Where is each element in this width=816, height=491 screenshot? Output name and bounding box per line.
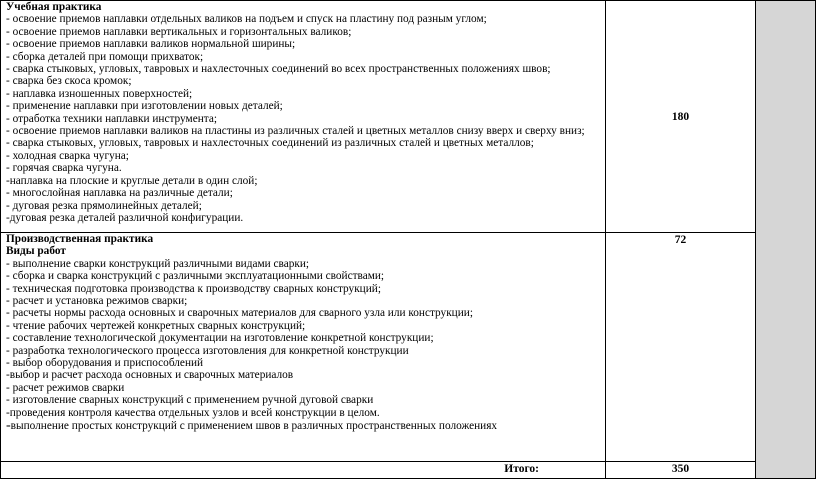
production-item: - чтение рабочих чертежей конкретных сварных конструкций; xyxy=(6,319,306,332)
training-item: - освоение приемов наплавки отдельных валиков на подъем и спуск на пластину под разным углом; xyxy=(6,13,487,26)
production-item: - выбор оборудования и приспособлений xyxy=(6,357,204,370)
total-label-cell xyxy=(0,461,606,479)
training-item: -дуговая резка деталей различной конфигурации. xyxy=(6,211,244,224)
production-last-item xyxy=(6,420,605,432)
training-item: - применение наплавки при изготовлении новых деталей; xyxy=(6,100,283,113)
total-hours-cell xyxy=(605,461,756,479)
production-item: - расчет и установка режимов сварки; xyxy=(6,295,188,308)
training-item: - холодная сварка чугуна; xyxy=(6,149,129,162)
training-practice-cell xyxy=(0,0,606,233)
training-item: - сварка без скоса кромок; xyxy=(6,75,132,88)
training-item: - многослойная наплавка на различные детали; xyxy=(6,187,233,200)
training-item: - сборка деталей при помощи прихваток; xyxy=(6,50,204,63)
training-practice-title: Учебная практика xyxy=(6,1,102,13)
training-item: - отработка техники наплавки инструмента; xyxy=(6,112,217,125)
training-item: - сварка стыковых, угловых, тавровых и нахлесточных соединений из различных сталей и цветных металлов; xyxy=(6,137,534,150)
training-hours: 180 xyxy=(671,111,690,123)
training-item: - сварка стыковых, угловых, тавровых и нахлесточных соединений во всех пространственных положениях швов; xyxy=(6,63,551,76)
shaded-column xyxy=(755,0,816,479)
production-item: -выбор и расчет расхода основных и сварочных материалов xyxy=(6,369,294,382)
training-item: - освоение приемов наплавки валиков нормальной ширины; xyxy=(6,38,296,51)
last-item-text: выполнение простых конструкций с применением швов в различных пространственных положениях xyxy=(10,420,498,433)
production-item: - сборка и сварка конструкций с различными эксплуатационными свойствами; xyxy=(6,270,385,283)
production-item: - составление технологической документации на изготовление конкретной конструкции; xyxy=(6,332,434,345)
production-item: - расчеты нормы расхода основных и сварочных материалов для сварного узла или конструкции; xyxy=(6,307,473,320)
production-item: - расчет режимов сварки xyxy=(6,381,125,394)
production-item: - выполнение сварки конструкций различными видами сварки; xyxy=(6,257,310,270)
production-practice-list xyxy=(6,258,605,419)
production-item: - разработка технологического процесса изготовления для конкретной конструкции xyxy=(6,344,409,357)
production-hours: 72 xyxy=(674,234,687,246)
training-item: - горячая сварка чугуна. xyxy=(6,162,122,175)
training-item: - наплавка изношенных поверхностей; xyxy=(6,87,193,100)
training-practice-list xyxy=(6,13,605,224)
production-works-subtitle: Виды работ xyxy=(6,245,66,258)
total-label: Итого: xyxy=(504,463,539,475)
training-item: - освоение приемов наплавки валиков на пластины из различных сталей и цветных металлов снизу вверх и сверху вниз; xyxy=(6,125,585,138)
training-item: -наплавка на плоские и круглые детали в один слой; xyxy=(6,174,258,187)
production-item: -проведения контроля качества отдельных узлов и всей конструкции в целом. xyxy=(6,406,380,419)
production-practice-title: Производственная практика xyxy=(6,233,154,245)
training-item: - дуговая резка прямолинейных деталей; xyxy=(6,199,202,212)
production-item: - изготовление сварных конструкций с применением ручной дуговой сварки xyxy=(6,394,374,407)
training-item: - освоение приемов наплавки вертикальных и горизонтальных валиков; xyxy=(6,25,352,38)
production-practice-cell xyxy=(0,232,606,462)
production-item: - техническая подготовка производства к производству сварных конструкций; xyxy=(6,282,381,295)
production-hours-cell xyxy=(605,232,756,462)
training-hours-cell xyxy=(605,0,756,233)
last-item-dash: - xyxy=(6,418,11,434)
total-hours: 350 xyxy=(671,463,690,475)
